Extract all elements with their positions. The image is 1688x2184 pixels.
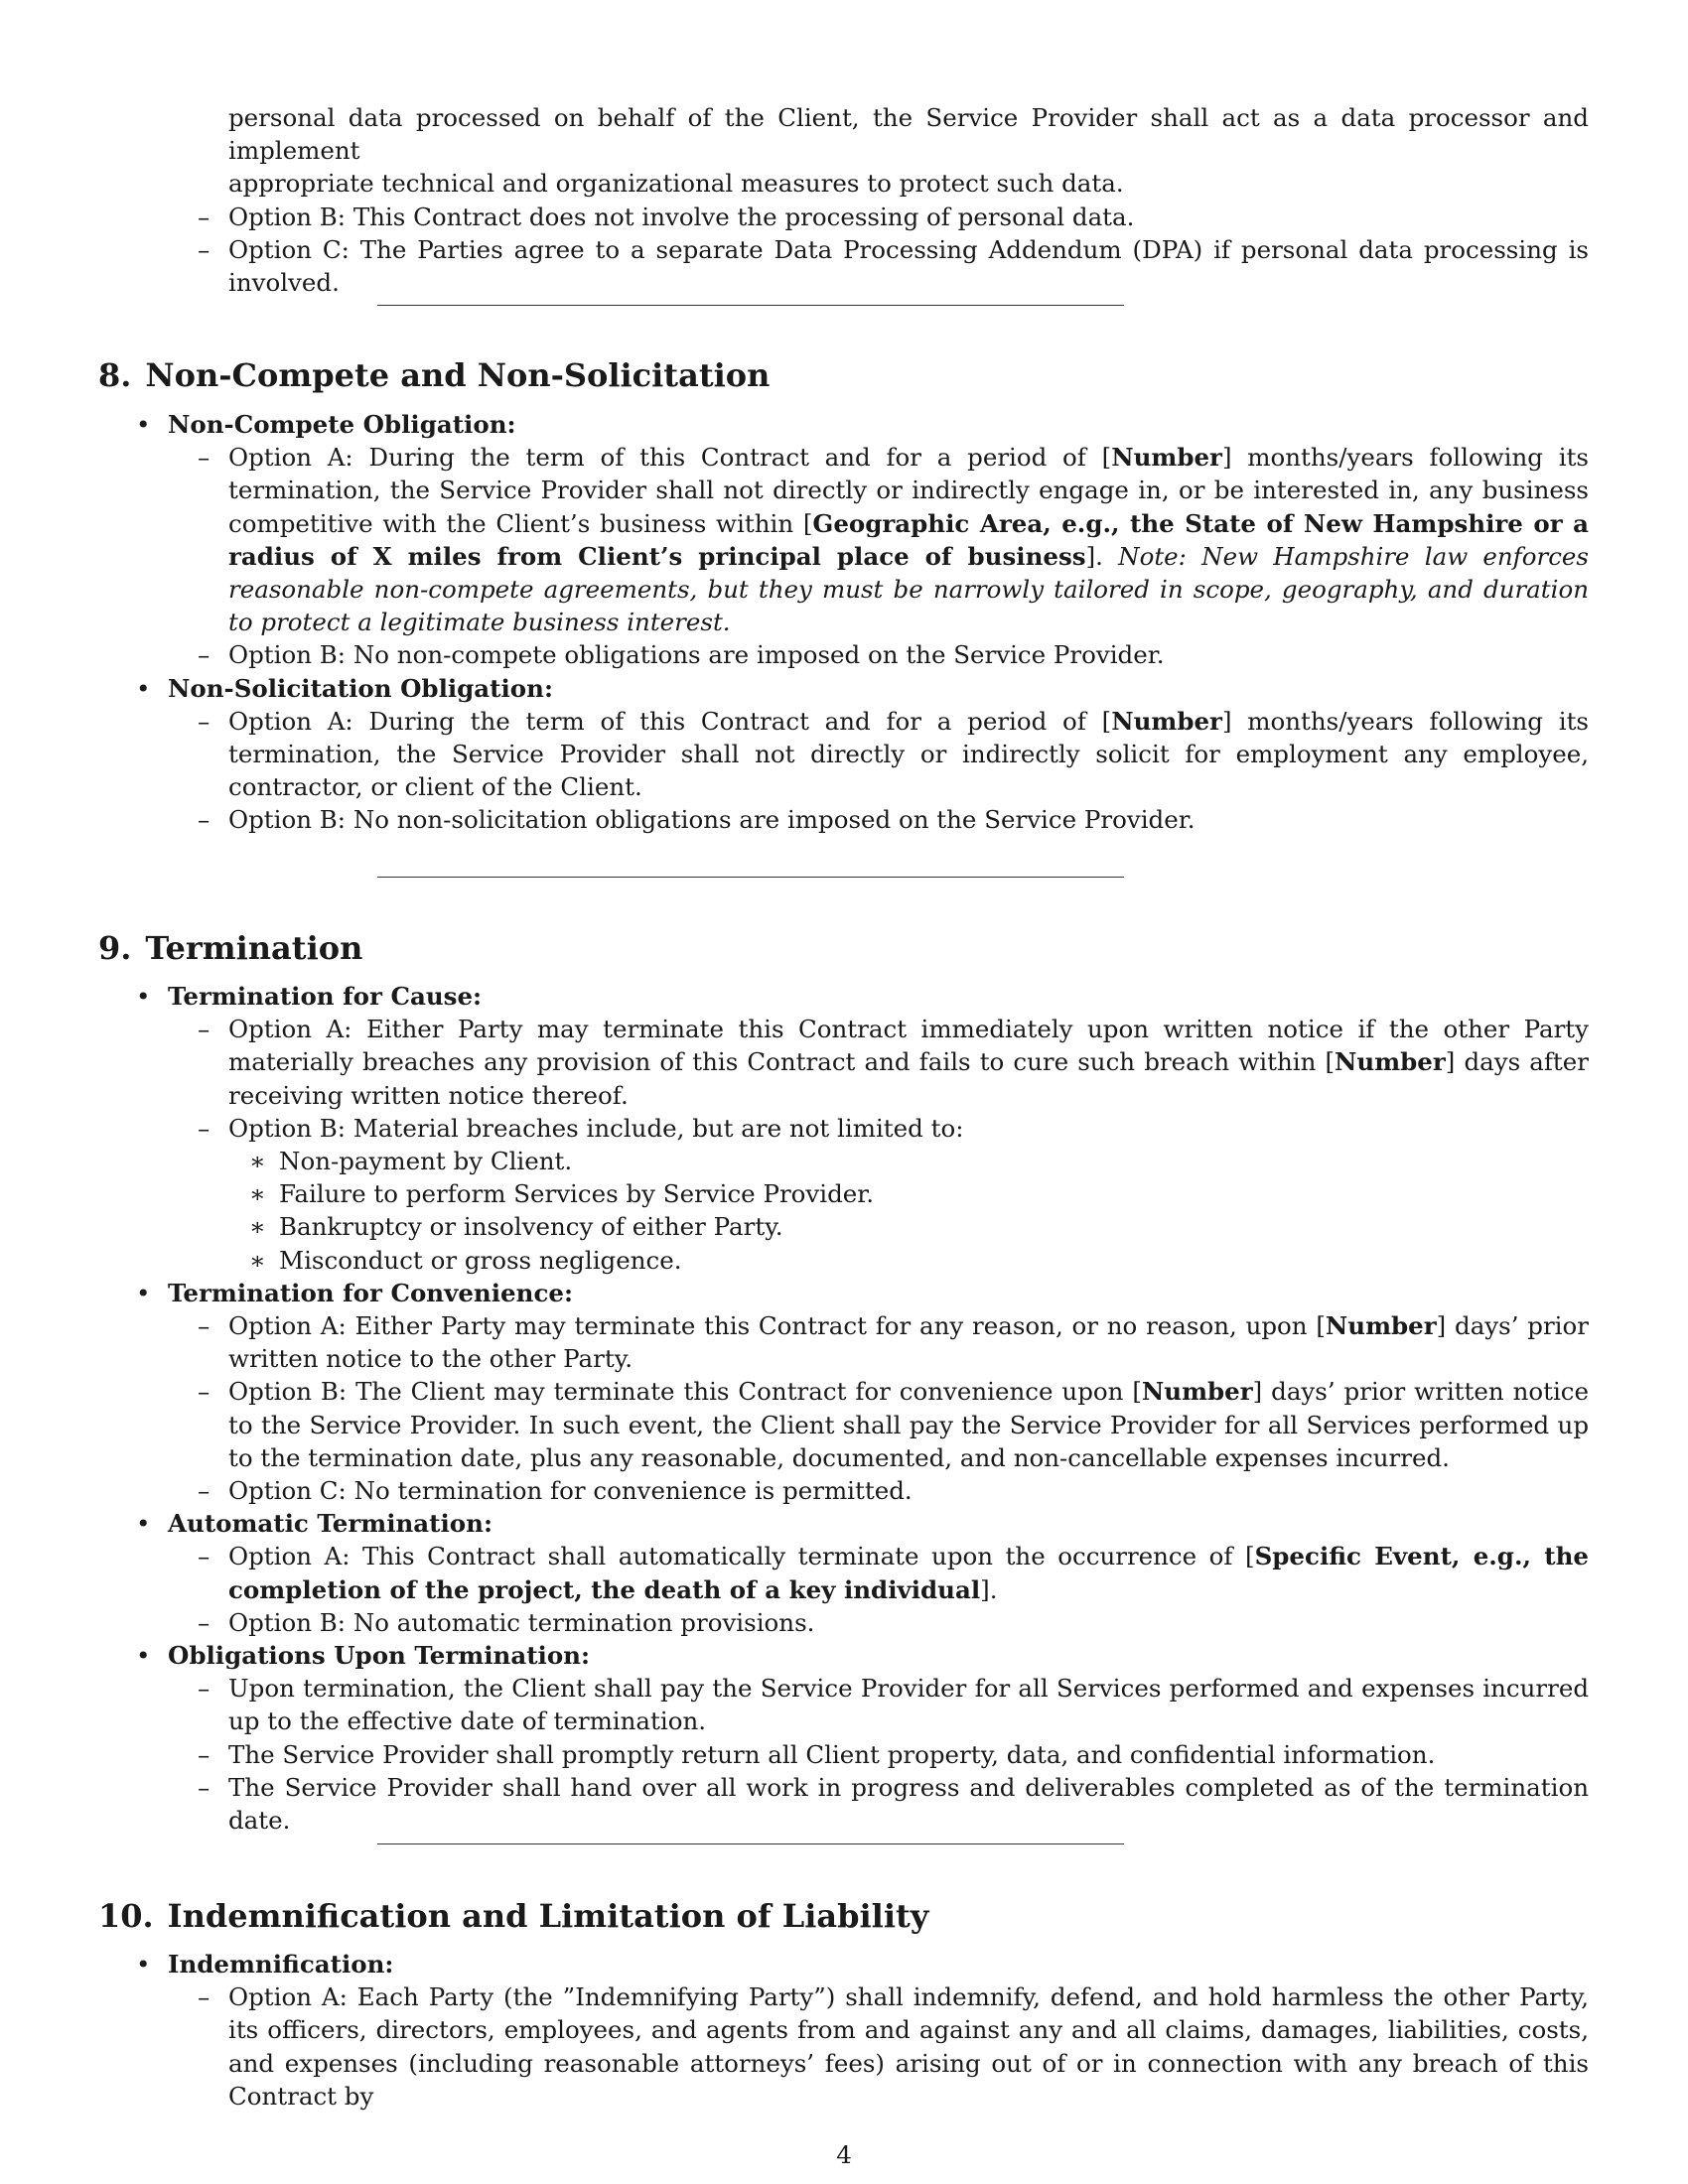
- list-item: – Option C: The Parties agree to a separate Data Processing Addendum (DPA) if personal data processing is involved.: [198, 234, 1589, 298]
- list-item: ∗ Misconduct or gross negligence.: [249, 1245, 682, 1275]
- list-item: • Obligations Upon Termination:: [136, 1641, 591, 1671]
- list-item: • Automatic Termination:: [136, 1509, 493, 1539]
- list-item: – Option A: Each Party (the ”Indemnifying Party”) shall indemnify, defend, and hold harmless the other Party, its officers, directors, employees, and agents from and against any and all claims, damages, liabilities, costs, and expenses (including reasonable attorneys’ fees) arising out of or in connection with any breach of this Contract by: [198, 1982, 1589, 2111]
- paragraph-line: personal data processed on behalf of the Client, the Service Provider shall act as a data processor and implement: [228, 103, 1589, 166]
- list-item: – Upon termination, the Client shall pay the Service Provider for all Services performed and expenses incurred up to the effective date of termination.: [198, 1674, 1589, 1736]
- section-heading: 9. Termination: [98, 929, 363, 967]
- list-item: ∗ Bankruptcy or insolvency of either Party.: [249, 1212, 783, 1242]
- list-item: – Option B: No non-compete obligations are imposed on the Service Provider.: [198, 640, 1165, 670]
- list-item: • Termination for Convenience:: [136, 1278, 574, 1307]
- list-item: – Option C: No termination for convenience is permitted.: [198, 1476, 913, 1506]
- section-10: [98, 1896, 1589, 1936]
- horizontal-rule: [377, 1843, 1124, 1844]
- list-item: – Option B: Material breaches include, but are not limited to:: [198, 1113, 964, 1143]
- list-item: – Option B: No automatic termination provisions.: [198, 1607, 815, 1637]
- list-item: ∗ Failure to perform Services by Service Provider.: [249, 1179, 875, 1209]
- page-number: 4: [836, 2140, 852, 2169]
- list-item: – Option A: Either Party may terminate this Contract immediately upon written notice if the other Party materially breaches any provision of this Contract and fails to cure such breach within [Number] days after receiving written notice thereof.: [198, 1015, 1589, 1110]
- list-item: ∗ Non-payment by Client.: [249, 1147, 573, 1176]
- list-item: – Option B: The Client may terminate this Contract for convenience upon [Number] days’ prior written notice to the Service Provider. In such event, the Client shall pay the Service Provider for all Services performed up to the termination date, plus any reasonable, documented, and non-cancellable expenses incurred.: [198, 1377, 1590, 1472]
- list-item: – Option A: During the term of this Contract and for a period of [Number] months/years following its termination, the Service Provider shall not directly or indirectly engage in, or be interested in, any business competitive with the Client’s business within [Geographic Area, e.g., the State of New Hampshire or a radius of X miles from Client’s principal place of business]. Note: New Hampshire law enforces reasonable non-compete agreements, but they must be narrowly tailored in scope, geography, and duration to protect a legitimate business interest.: [198, 443, 1590, 637]
- list-item: • Termination for Cause:: [136, 982, 483, 1011]
- section-9-body: [98, 980, 1589, 1837]
- section-9: [98, 928, 1589, 968]
- paragraph-line: appropriate technical and organizational measures to protect such data.: [228, 169, 1124, 199]
- list-item: – Option B: This Contract does not involve the processing of personal data.: [198, 202, 1135, 231]
- horizontal-rule: [377, 877, 1124, 878]
- section-8: [98, 355, 1589, 395]
- section-8-body: [98, 408, 1589, 837]
- list-item: – Option A: During the term of this Contract and for a period of [Number] months/years following its termination, the Service Provider shall not directly or indirectly solicit for employment any employee, contractor, or client of the Client.: [198, 706, 1589, 802]
- list-item: – Option A: Either Party may terminate this Contract for any reason, or no reason, upon [Number] days’ prior written notice to the other Party.: [198, 1311, 1589, 1374]
- list-item: – Option A: This Contract shall automatically terminate upon the occurrence of [Specific Event, e.g., the completion of the project, the death of a key individual].: [198, 1542, 1589, 1604]
- list-item: • Non-Compete Obligation:: [136, 410, 516, 439]
- horizontal-rule: [377, 305, 1124, 306]
- list-item: • Indemnification:: [136, 1950, 394, 1979]
- section-10-body: [98, 1948, 1589, 2113]
- section-heading: 10. Indemnification and Limitation of Liability: [98, 1897, 929, 1935]
- section-heading: 8. Non-Compete and Non-Solicitation: [98, 356, 771, 394]
- list-item: – The Service Provider shall promptly return all Client property, data, and confidential information.: [198, 1739, 1436, 1769]
- list-item: – Option B: No non-solicitation obligations are imposed on the Service Provider.: [198, 805, 1196, 835]
- section-7-continuation: [98, 101, 1589, 299]
- list-item: • Non-Solicitation Obligation:: [136, 673, 554, 703]
- list-item: – The Service Provider shall hand over all work in progress and deliverables completed as of the termination date.: [198, 1772, 1589, 1836]
